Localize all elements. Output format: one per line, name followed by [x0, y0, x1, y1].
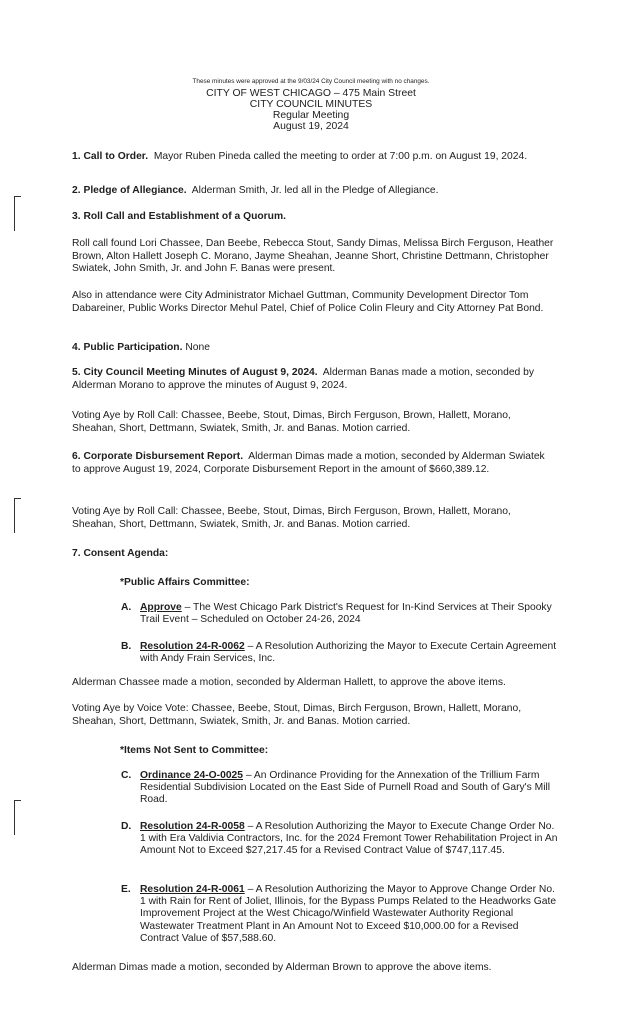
item-body [140, 884, 558, 945]
section-heading: 2. Pledge of Allegiance. [72, 185, 187, 196]
roll-call-text: Roll call found Lori Chassee, Dan Beebe, Rebecca Stout, Sandy Dimas, Melissa Birch Ferguson, Heather Brown, Alton Hallett Joseph C. Morano, Jayme Sheahan, Jeanne Short, Christine Dettmann, Christopher Swiatek, John Smith, Jr. and John F. Banas were present. [72, 238, 554, 275]
item-letter: B. [121, 641, 132, 652]
section-heading: 4. Public Participation. [72, 342, 183, 353]
consent-vote-1: Voting Aye by Voice Vote: Chassee, Beebe, Stout, Dimas, Birch Ferguson, Brown, Hallett, Morano, Sheahan, Short, Dettmann, Swiatek, Smith, Jr. and Banas. Motion carried. [72, 703, 522, 727]
public-affairs-subheading: *Public Affairs Committee: [120, 577, 250, 588]
item-text: – A Resolution Authorizing the Mayor to Execute Certain Agreement with Andy Frain Services, Inc. [140, 641, 557, 665]
item-letter: D. [121, 821, 132, 832]
item-letter: E. [121, 884, 131, 895]
item-letter: C. [121, 770, 132, 781]
item-body [140, 602, 558, 626]
not-sent-subheading: *Items Not Sent to Committee: [120, 745, 269, 756]
section-minutes [72, 367, 554, 392]
section-heading: 1. Call to Order. [72, 151, 149, 162]
item-reference: Ordinance 24-O-0025 [140, 770, 244, 781]
section-heading: 7. Consent Agenda: [72, 548, 169, 559]
section-heading: 3. Roll Call and Establishment of a Quorum. [72, 211, 286, 222]
header-city: CITY OF WEST CHICAGO – 475 Main Street [206, 88, 416, 99]
item-text: – A Resolution Authorizing the Mayor to Approve Change Order No. 1 with Rain for Rent of Joliet, Illinois, for the Bypass Pumps Related to the Headworks Gate Improvement Project at the West Chicago/Winfield Wastewater Authority Regional Wastewater Treatment Plant in An Amount Not to Exceed $10,000.00 for a Revised Contract Value of $57,588.60. [140, 884, 557, 944]
item-reference: Resolution 24-R-0062 [140, 641, 245, 652]
item-body [140, 821, 558, 858]
item-text: – A Resolution Authorizing the Mayor to Execute Change Order No. 1 with Era Valdivia Contractors, Inc. for the 2024 Fremont Tower Rehabilitation Project in An Amount Not to Exceed $27,217.45 for a Revised Contract Value of $747,117.45. [140, 821, 558, 857]
header-meeting-type: Regular Meeting [272, 110, 350, 121]
margin-mark [14, 196, 21, 231]
section-heading: 5. City Council Meeting Minutes of August 9, 2024. [72, 367, 318, 378]
section-heading: 6. Corporate Disbursement Report. [72, 451, 244, 462]
margin-mark [14, 800, 21, 835]
section-text: Mayor Ruben Pineda called the meeting to order at 7:00 p.m. on August 19, 2024. [153, 151, 528, 162]
section-call-to-order [72, 151, 554, 164]
section-text: Alderman Dimas made a motion, seconded by Alderman Swiatek to approve August 19, 2024, Corporate Disbursement Report in the amount of $660,389.12. [72, 451, 545, 475]
item-reference: Resolution 24-R-0058 [140, 821, 245, 832]
section-roll-call-heading [72, 211, 554, 224]
section-consent-heading [72, 548, 554, 561]
section-text: Alderman Banas made a motion, seconded by Alderman Morano to approve the minutes of August 9, 2024. [72, 367, 535, 391]
consent-motion-1: Alderman Chassee made a motion, seconded by Alderman Hallett, to approve the above items. [72, 677, 506, 688]
section-text: Alderman Smith, Jr. led all in the Pledge of Allegiance. [191, 185, 439, 196]
header-date: August 19, 2024 [273, 121, 349, 132]
minutes-vote: Voting Aye by Roll Call: Chassee, Beebe, Stout, Dimas, Birch Ferguson, Brown, Hallett, Morano, Sheahan, Short, Dettmann, Swiatek, Smith, Jr. and Banas. Motion carried. [72, 410, 511, 434]
header-title: CITY COUNCIL MINUTES [249, 99, 373, 110]
item-letter: A. [121, 602, 132, 613]
disbursement-vote: Voting Aye by Roll Call: Chassee, Beebe, Stout, Dimas, Birch Ferguson, Brown, Hallett, Morano, Sheahan, Short, Dettmann, Swiatek, Smith, Jr. and Banas. Motion carried. [72, 506, 511, 530]
section-public-participation [72, 342, 554, 355]
attendance-text: Also in attendance were City Administrator Michael Guttman, Community Development Director Tom Dabareiner, Public Works Director Mehul Patel, Chief of Police Colin Fleury and City Attorney Pat Bond. [72, 290, 544, 314]
consent-motion-2: Alderman Dimas made a motion, seconded by Alderman Brown to approve the above items. [72, 962, 492, 973]
section-text: None [185, 342, 210, 353]
section-pledge [72, 185, 554, 198]
item-reference: Approve [140, 602, 182, 613]
section-disbursement [72, 451, 554, 476]
item-text: – The West Chicago Park District's Request for In-Kind Services at Their Spooky Trail Event – Scheduled on October 24-26, 2024 [140, 602, 552, 626]
item-text: – An Ordinance Providing for the Annexation of the Trillium Farm Residential Subdivision Located on the East Side of Purnell Road and South of Gary's Mill Road. [140, 770, 551, 806]
item-reference: Resolution 24-R-0061 [140, 884, 245, 895]
item-body [140, 641, 558, 665]
approval-note: These minutes were approved at the 9/03/24 City Council meeting with no changes. [192, 78, 430, 85]
margin-mark [14, 498, 21, 533]
item-body [140, 770, 558, 807]
